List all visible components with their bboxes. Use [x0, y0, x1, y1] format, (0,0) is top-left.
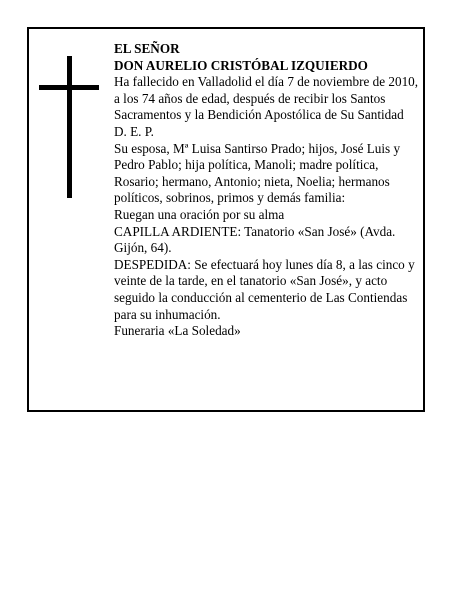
notice-heading-name: DON AURELIO CRISTÓBAL IZQUIERDO	[114, 57, 368, 73]
cross-icon	[39, 56, 99, 198]
notice-paragraph-prayer: Ruegan una oración por su alma	[114, 206, 285, 222]
notice-paragraph-chapel: CAPILLA ARDIENTE: Tanatorio «San José» (Avda. Gijón, 64).	[114, 223, 396, 256]
obituary-notice	[27, 27, 425, 412]
cross-horizontal-bar	[39, 85, 99, 90]
notice-paragraph-death: Ha fallecido en Valladolid el día 7 de noviembre de 2010, a los 74 años de edad, después de recibir los Santos Sacramentos y la Bendición Apostólica de Su Santidad	[114, 74, 419, 123]
notice-heading-title: EL SEÑOR	[114, 41, 180, 56]
notice-paragraph-funeral-home: Funeraria «La Soledad»	[114, 323, 241, 339]
notice-text	[114, 41, 421, 340]
cross-vertical-bar	[67, 56, 72, 198]
notice-paragraph-rip: D. E. P.	[114, 123, 154, 139]
notice-paragraph-family: Su esposa, Mª Luisa Santirso Prado; hijos, José Luis y Pedro Pablo; hija política, Manoli; madre política, Rosario; hermano, Antonio; nieta, Noelia; hermanos políticos, sobrinos, primos y demás familia:	[114, 140, 401, 206]
notice-paragraph-farewell: DESPEDIDA: Se efectuará hoy lunes día 8, a las cinco y veinte de la tarde, en el tanatorio «San José», y acto seguido la conducción al cementerio de Las Contiendas para su inhumación.	[114, 256, 415, 322]
